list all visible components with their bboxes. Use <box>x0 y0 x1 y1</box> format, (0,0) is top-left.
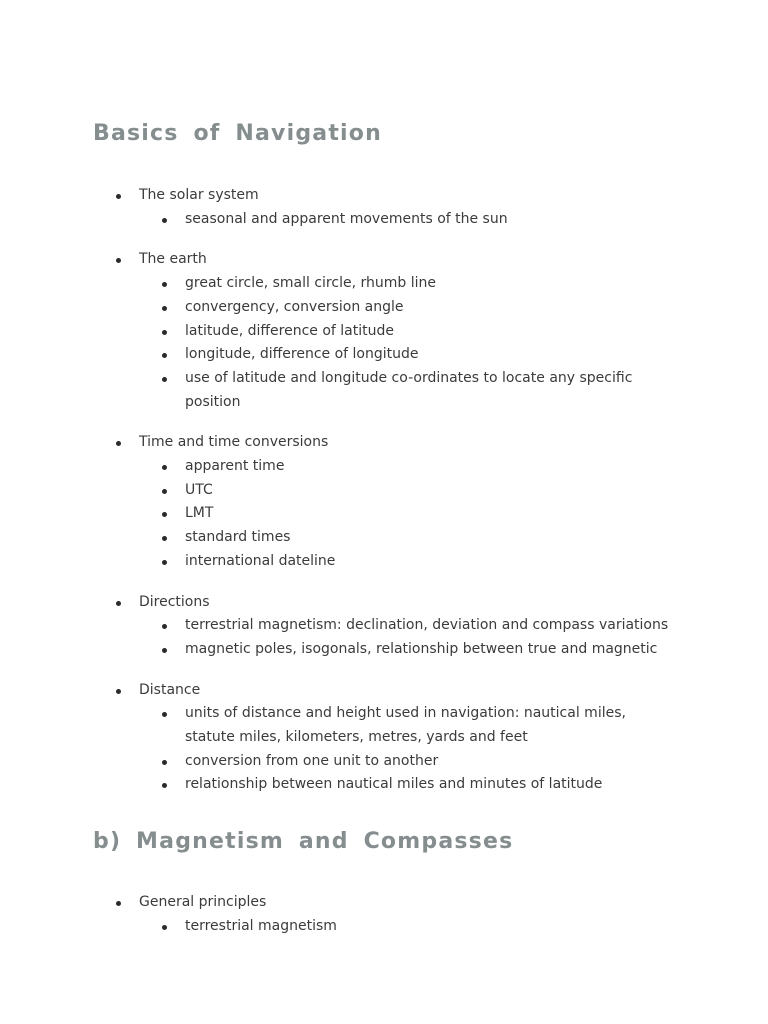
subtopic-item: apparent time <box>139 455 675 479</box>
section-heading-basics-of-navigation: Basics of Navigation <box>93 121 382 146</box>
subtopic-item: latitude, difference of latitude <box>139 320 675 344</box>
topic-list-basics-of-navigation <box>93 184 693 814</box>
topic-item <box>93 891 693 938</box>
subtopic-item: terrestrial magnetism <box>139 915 675 939</box>
topic-item <box>93 431 693 573</box>
subtopic-item: great circle, small circle, rhumb line <box>139 272 675 296</box>
subtopic-list <box>139 455 693 574</box>
subtopic-item: UTC <box>139 479 675 503</box>
subtopic-list <box>139 208 693 232</box>
subtopic-item: use of latitude and longitude co-ordinates to locate any specific position <box>139 367 675 414</box>
subtopic-list <box>139 272 693 414</box>
subtopic-item: magnetic poles, isogonals, relationship between true and magnetic <box>139 638 675 662</box>
topic-list <box>93 184 693 797</box>
topic-label: The earth <box>139 251 207 268</box>
topic-label: Time and time conversions <box>139 434 329 451</box>
subtopic-item: seasonal and apparent movements of the sun <box>139 208 675 232</box>
subtopic-item: convergency, conversion angle <box>139 296 675 320</box>
topic-list <box>93 891 693 938</box>
topic-item <box>93 248 693 414</box>
section-heading-magnetism-and-compasses: b) Magnetism and Compasses <box>93 829 514 854</box>
subtopic-list <box>139 915 693 939</box>
subtopic-item: relationship between nautical miles and minutes of latitude <box>139 773 675 797</box>
subtopic-item: terrestrial magnetism: declination, deviation and compass variations <box>139 614 675 638</box>
topic-label: General principles <box>139 894 267 910</box>
subtopic-item: LMT <box>139 502 675 526</box>
subtopic-item: longitude, difference of longitude <box>139 343 675 367</box>
topic-label: Directions <box>139 593 210 610</box>
subtopic-item: units of distance and height used in navigation: nautical miles, statute miles, kilometers, metres, yards and feet <box>139 702 675 749</box>
topic-item <box>93 679 693 798</box>
subtopic-item: standard times <box>139 526 675 550</box>
topic-label: Distance <box>139 681 201 698</box>
subtopic-item: conversion from one unit to another <box>139 750 675 774</box>
topic-list-magnetism-and-compasses <box>93 891 693 955</box>
topic-item <box>93 184 693 231</box>
subtopic-item: international dateline <box>139 550 675 574</box>
topic-label: The solar system <box>139 187 259 203</box>
topic-item <box>93 591 693 662</box>
subtopic-list <box>139 614 693 661</box>
subtopic-list <box>139 702 693 797</box>
